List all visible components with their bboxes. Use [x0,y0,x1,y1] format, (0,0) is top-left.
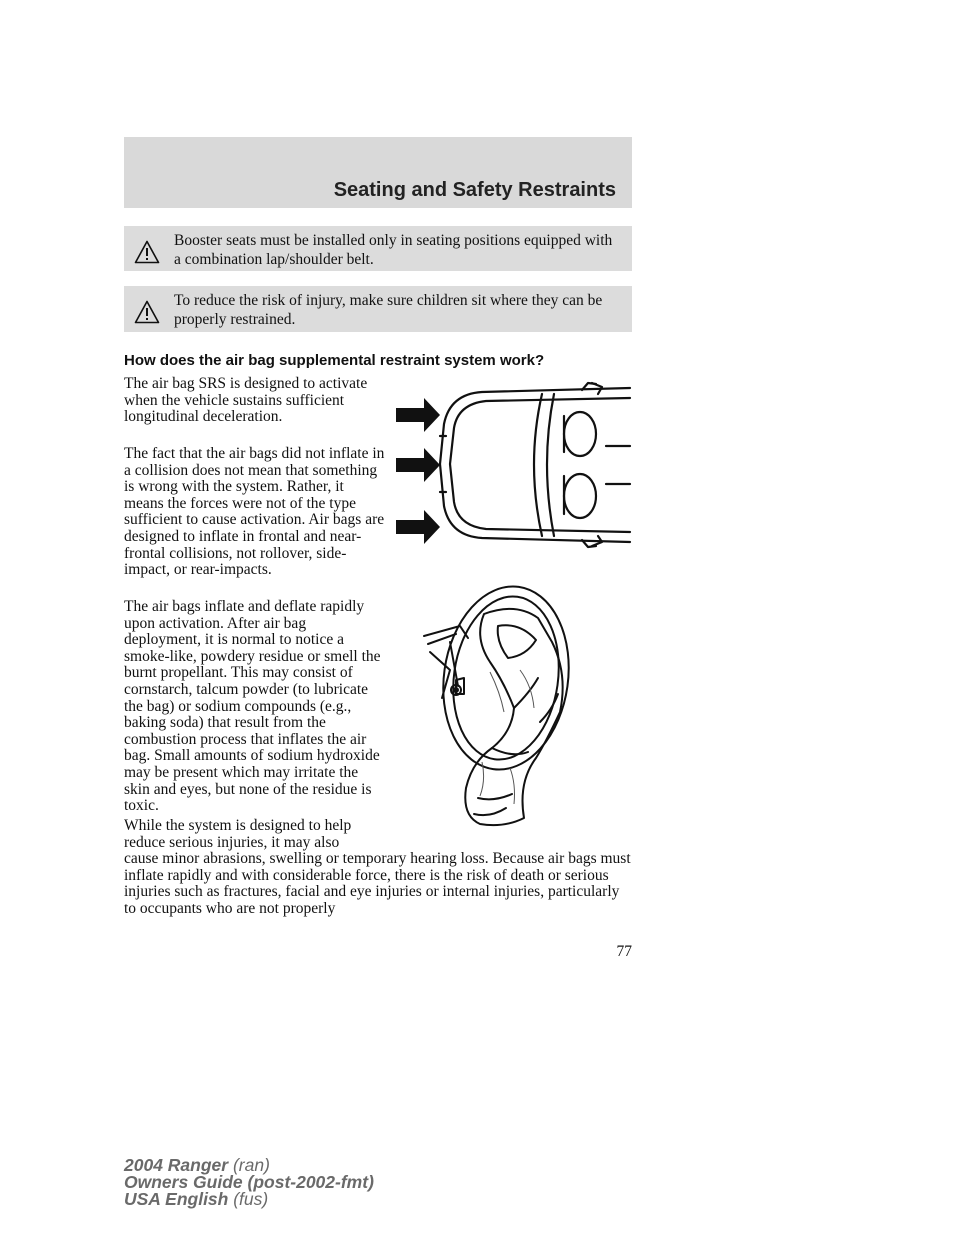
paragraph: The air bags inflate and deflate rapidly upon activation. After air bag deployment, it is normal to notice a smoke-like, powdery residue or smell the burnt propellant. This may consist of cornstarch, talcum powder (to lubricate the bag) or sodium compounds (e.g., baking soda) that result from the combustion process that inflates the air bag. Small amounts of sodium hydroxide may be present which may irritate the skin and eyes, but none of the residue is toxic. [124,598,381,815]
paragraph: cause minor abrasions, swelling or temporary hearing loss. Because air bags must inflate rapidly and with considerable force, there is the risk of death or serious injuries such as fractures, facial and eye injuries or internal injuries, particularly to occupants who are not properly [124,850,631,917]
airbag-deployment-illustration [420,582,590,832]
paragraph: The fact that the air bags did not inflate in a collision does not mean that something is wrong with the system. Rather, it means the forces were not of the type sufficient to cause activation. Air bags are designed to inflate in frontal and near-frontal collisions, not rollover, side-impact, or rear-impacts. [124,445,385,579]
page-number: 77 [616,943,632,960]
warning-box-booster-seats [124,226,632,271]
page-title: Seating and Safety Restraints [333,179,616,201]
footer-language: USA English [124,1189,229,1209]
warning-triangle-icon [134,300,160,324]
paragraph: While the system is designed to help reduce serious injuries, it may also [124,817,352,851]
document-footer [124,1157,374,1208]
warning-triangle-icon [134,240,160,264]
section-heading: How does the air bag supplemental restraint system work? [124,352,545,369]
warning-text: Booster seats must be installed only in seating positions equipped with a combination lap/shoulder belt. [174,232,613,268]
footer-guide: Owners Guide (post-2002-fmt) [124,1172,374,1192]
warning-box-children-restrained [124,286,632,332]
warning-text: To reduce the risk of injury, make sure children sit where they can be properly restrained. [174,292,603,328]
vehicle-frontal-impact-illustration [392,376,632,552]
header-band [124,137,632,208]
paragraph: The air bag SRS is designed to activate when the vehicle sustains sufficient longitudinal deceleration. [124,375,368,426]
footer-model-code: (ran) [232,1155,270,1175]
footer-language-code: (fus) [233,1189,269,1209]
footer-model: 2004 Ranger [124,1155,229,1175]
